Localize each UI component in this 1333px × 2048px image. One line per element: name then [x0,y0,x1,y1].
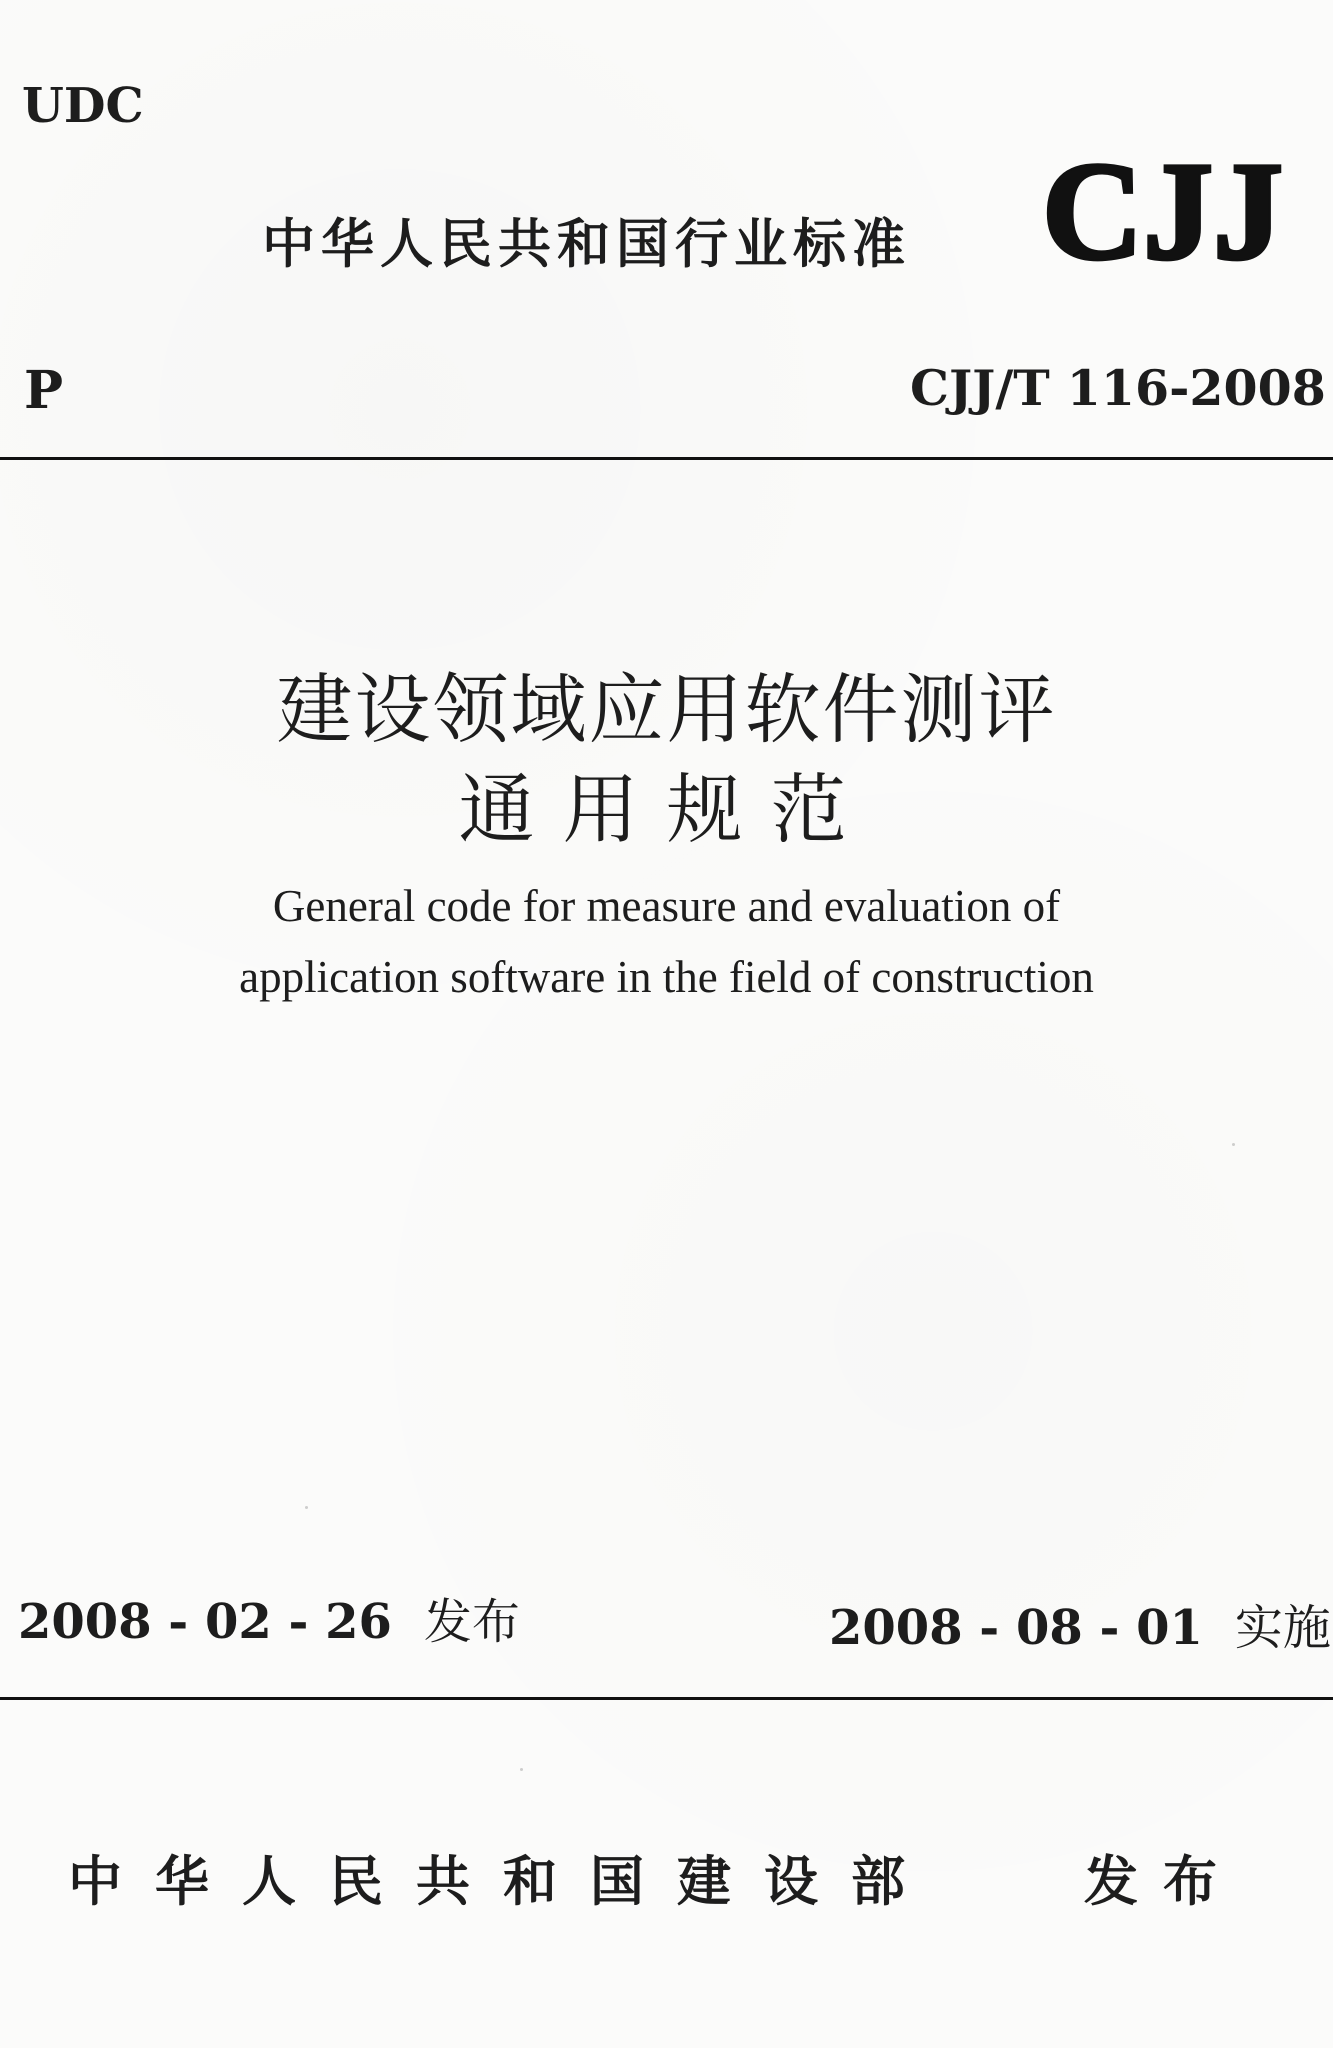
effective-date: 2008 - 08 - 01 [829,1600,1203,1656]
document-title-sub: 通用规范 [458,765,875,854]
issuer-name: 中华人民共和国建设部 [68,1850,938,1913]
scan-speck [520,1768,523,1771]
category-code: P [24,360,64,421]
effective-label: 实施 [1234,1600,1331,1656]
bottom-divider [0,1697,1333,1700]
english-title-line-2: application software in the field of construction [239,952,1094,1002]
issue-label: 发布 [423,1594,520,1650]
scan-speck [305,1506,308,1509]
issuer-action: 发布 [1084,1850,1242,1913]
standard-code: CJJ/T 116-2008 [910,359,1326,417]
issue-date-block [18,1594,520,1650]
cjj-logo [1040,146,1288,272]
scan-speck [1232,1143,1235,1146]
standard-series-title: 中华人民共和国行业标准 [262,214,911,275]
top-divider [0,457,1333,460]
udc-label: UDC [22,78,144,134]
effective-date-block [829,1600,1331,1656]
english-title-line-1: General code for measure and evaluation of [272,881,1061,931]
issue-date: 2008 - 02 - 26 [18,1594,392,1650]
document-title-main: 建设领域应用软件测评 [276,665,1057,754]
cjj-logo-text: CJJ [1042,146,1284,272]
